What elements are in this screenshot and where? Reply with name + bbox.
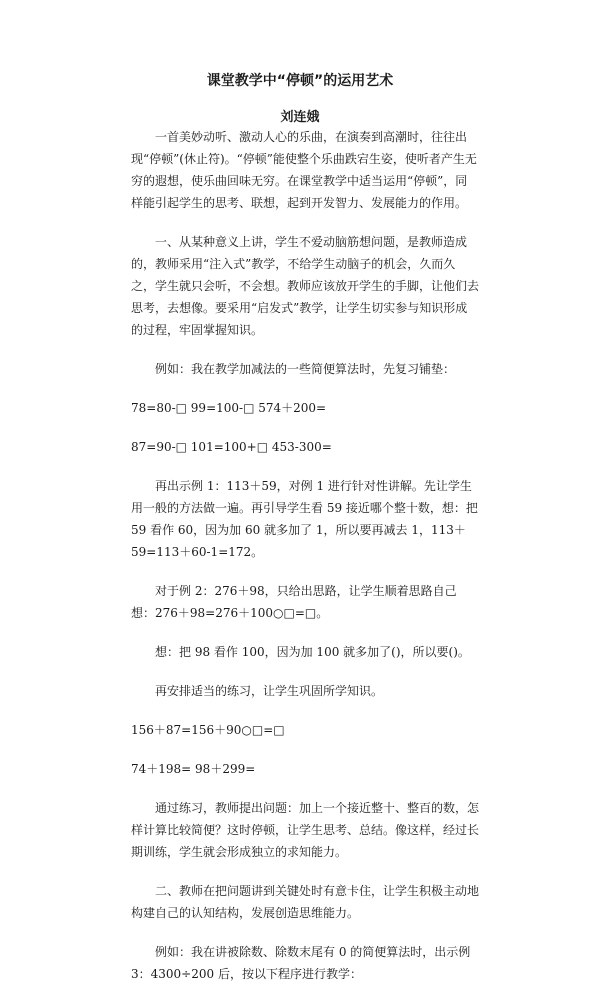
- paragraph-intro: 一首美妙动听、激动人心的乐曲，在演奏到高潮时，往往出现“停顿”(休止符)。“停顿”能使整个乐曲跌宕生姿，使听者产生无穷的遐想，使乐曲回味无穷。在课堂教学中适当运用“停顿”，同样能引起学生的思考、联想，起到开发智力、发展能力的作用。: [131, 130, 477, 210]
- equation-line-3: 156＋87=156＋90○□=□: [131, 723, 285, 737]
- equation-line-4: 74＋198= 98＋299=: [131, 762, 256, 776]
- paragraph-example-intro: 例如：我在教学加减法的一些简便算法时，先复习铺垫：: [155, 362, 456, 376]
- paragraph-example-3: 例如：我在讲被除数、除数末尾有 0 的简便算法时，出示例 3：4300÷200 后，按以下程序进行教学：: [131, 945, 471, 981]
- paragraph-section-1: 一、从某种意义上讲，学生不爱动脑筋想问题，是教师造成的，教师采用“注入式”教学，不给学生动脑子的机会，久而久之，学生就只会听，不会想。教师应该放开学生的手脚，让他们去思考，去想像。要采用“启发式”教学，让学生切实参与知识形成的过程，牢固掌握知识。: [131, 235, 480, 337]
- author-name: 刘连娥: [280, 110, 320, 125]
- equation-line-1: 78=80-□ 99=100-□ 574＋200=: [131, 401, 327, 415]
- paragraph-think: 想：把 98 看作 100，因为加 100 就多加了()，所以要()。: [155, 645, 470, 659]
- paragraph-practice: 再安排适当的练习，让学生巩固所学知识。: [155, 684, 384, 698]
- document-title: 课堂教学中“停顿”的运用艺术: [206, 73, 394, 89]
- paragraph-summary: 通过练习，教师提出问题：加上一个接近整十、整百的数，怎样计算比较简便？这时停顿，让学生思考、总结。像这样，经过长期训练，学生就会形成独立的求知能力。: [131, 801, 480, 859]
- document-body: [131, 126, 479, 1002]
- paragraph-section-2: 二、教师在把问题讲到关键处时有意卡住，让学生积极主动地构建自己的认知结构，发展创造思维能力。: [131, 884, 480, 920]
- paragraph-example-2: 对于例 2：276＋98，只给出思路，让学生顺着思路自己想：276＋98=276＋100○□=□。: [131, 584, 457, 620]
- equation-line-2: 87=90-□ 101=100+□ 453-300=: [131, 440, 332, 454]
- paragraph-example-1: 再出示例 1：113＋59，对例 1 进行针对性讲解。先让学生用一般的方法做一遍。再引导学生看 59 接近哪个整十数，想：把 59 看作 60，因为加 60 就多加了 1，所以要再减去 1，113＋59=113＋60-1=172。: [131, 479, 478, 559]
